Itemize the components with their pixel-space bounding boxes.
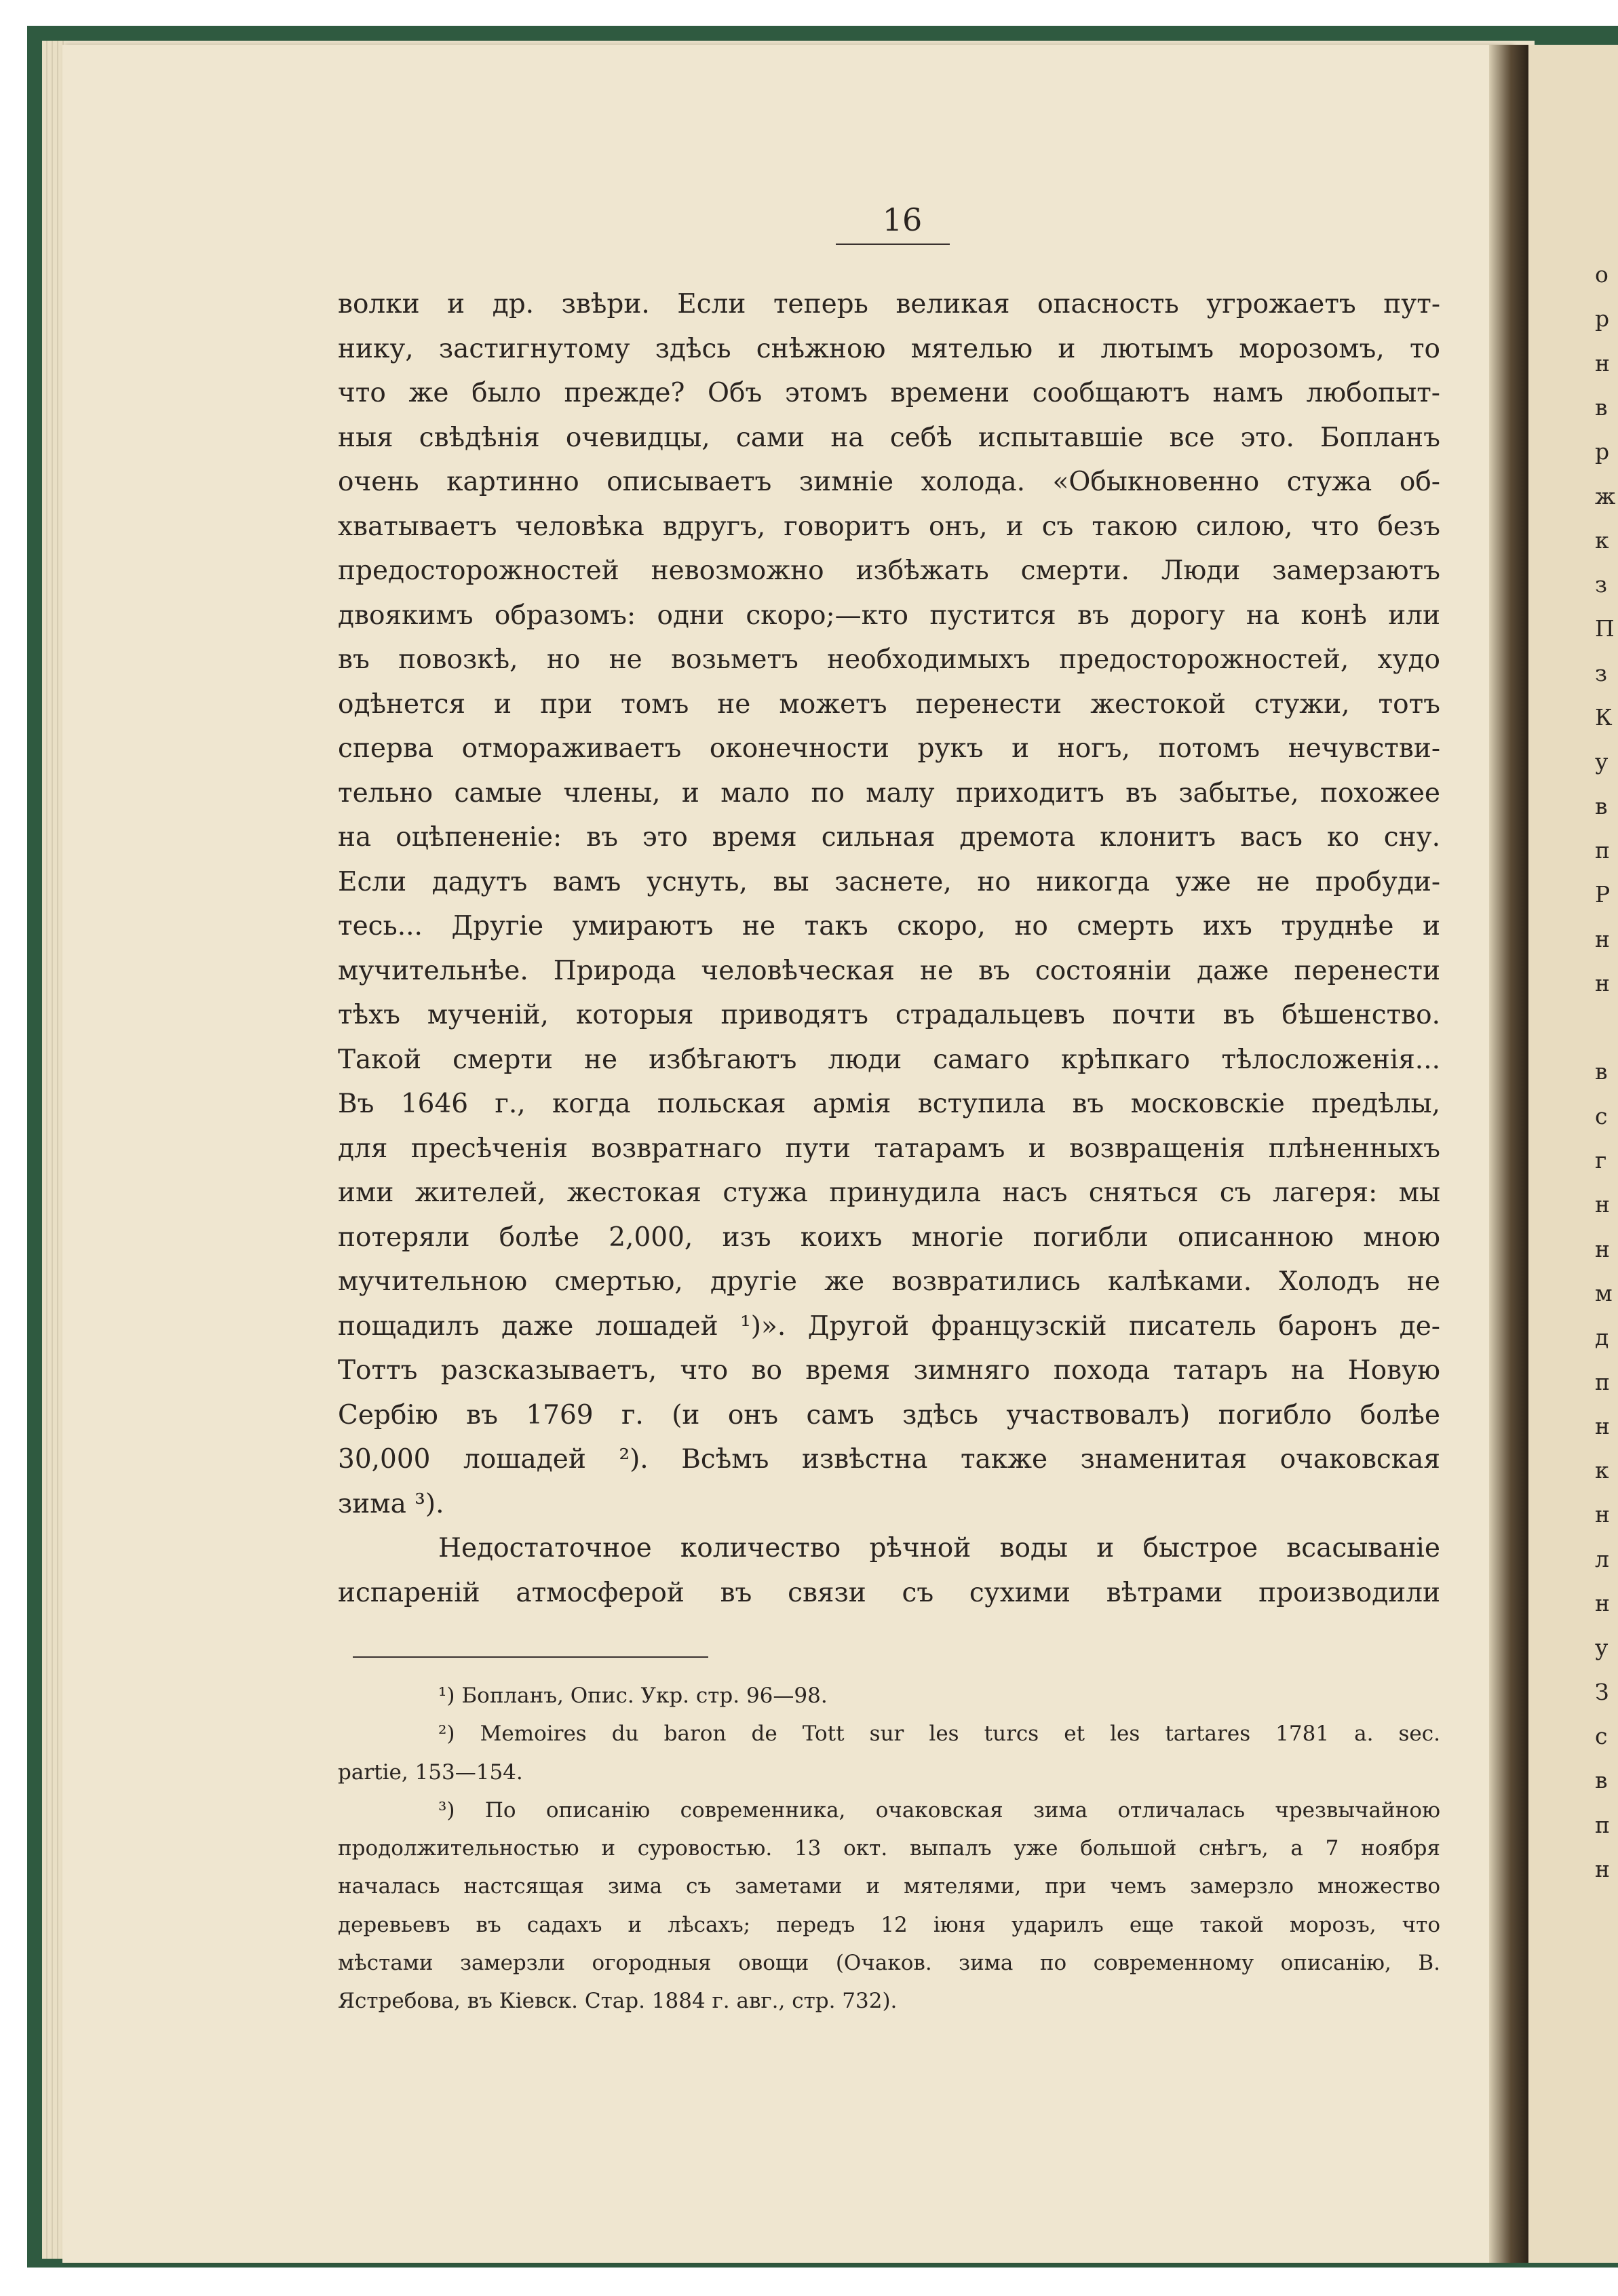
facing-page-letter: Р xyxy=(1595,881,1611,908)
body-line: потеряли болѣе 2,000, изъ коихъ многіе погибли описанною мною xyxy=(338,1222,1440,1253)
body-line: предосторожностей невозможно избѣжать смерти. Люди замерзаютъ xyxy=(338,556,1440,586)
body-line: сперва отмораживаетъ оконечности рукъ и ногъ, потомъ нечувстви- xyxy=(338,733,1440,764)
footnote-line: ²) Memoires du baron de Tott sur les turcs et les tartares 1781 a. sec. xyxy=(438,1721,1440,1747)
facing-page-letter: в xyxy=(1595,393,1608,421)
body-line: испареній атмосферой въ связи съ сухими вѣтрами производили xyxy=(338,1577,1440,1608)
facing-page-letter: з xyxy=(1595,571,1607,598)
facing-page-letter: у xyxy=(1595,748,1609,775)
body-line: ныя свѣдѣнія очевидцы, сами на себѣ испытавшіе все это. Бопланъ xyxy=(338,422,1440,453)
footnote-line: Ястребова, въ Кіевск. Стар. 1884 г. авг., стр. 732). xyxy=(338,1989,898,2014)
facing-page-letter: н xyxy=(1595,925,1610,952)
facing-page-letter: К xyxy=(1595,704,1613,731)
facing-page-letter: в xyxy=(1595,1058,1608,1085)
facing-page-letter: к xyxy=(1595,1457,1609,1484)
facing-page-letter: н xyxy=(1595,1412,1610,1439)
facing-page-letter: р xyxy=(1595,438,1610,465)
footnote-line: продолжительностью и суровостью. 13 окт. выпалъ уже большой снѣгъ, а 7 ноября xyxy=(338,1836,1440,1861)
body-line: одѣнется и при томъ не можетъ перенести жестокой стужи, тотъ xyxy=(338,688,1440,720)
facing-page-letter: г xyxy=(1595,1147,1607,1173)
facing-page-letter: р xyxy=(1595,305,1610,332)
body-line: на оцѣпененіе: въ это время сильная дремота клонитъ васъ ко сну. xyxy=(338,822,1440,853)
body-line: для пресѣченія возвратнаго пути татарамъ и возвращенія плѣненныхъ xyxy=(338,1133,1440,1164)
facing-page-letter: л xyxy=(1595,1545,1609,1572)
facing-page-letter: к xyxy=(1595,526,1609,553)
footnote-line: partie, 153—154. xyxy=(338,1759,523,1785)
facing-page-letter: н xyxy=(1595,1501,1610,1528)
facing-page-letter: п xyxy=(1595,1811,1610,1838)
facing-page-letter: З xyxy=(1595,1678,1609,1705)
body-line: ими жителей, жестокая стужа принудила насъ сняться съ лагеря: мы xyxy=(338,1178,1440,1208)
body-line: нику, застигнутому здѣсь снѣжною мятелью и лютымъ морозомъ, то xyxy=(338,333,1440,364)
body-line: Тоттъ разсказываетъ, что во время зимняго похода татаръ на Новую xyxy=(338,1355,1440,1386)
facing-page-letter: о xyxy=(1595,261,1609,288)
body-line: мучительною смертью, другіе же возвратились калѣками. Холодъ не xyxy=(338,1266,1440,1297)
footnote-line: началась настсящая зима съ заметами и мятелями, при чемъ замерзло множество xyxy=(338,1874,1440,1899)
body-line: Сербію въ 1769 г. (и онъ самъ здѣсь участвовалъ) погибло болѣе xyxy=(338,1399,1440,1431)
facing-page-letter: д xyxy=(1595,1324,1609,1351)
facing-page-letter: с xyxy=(1595,1102,1608,1129)
body-line: пощадилъ даже лошадей ¹)». Другой французскій писатель баронъ де- xyxy=(338,1310,1440,1342)
body-line: тельно самые члены, и мало по малу приходитъ въ забытье, похожее xyxy=(338,777,1440,809)
facing-page-letter: м xyxy=(1595,1279,1613,1306)
body-line: Въ 1646 г., когда польская армія вступила въ московскіе предѣлы, xyxy=(338,1089,1440,1119)
footnote-line: ³) По описанію современника, очаковская зима отличалась чрезвычайною xyxy=(438,1797,1440,1823)
body-line: волки и др. звѣри. Если теперь великая опасность угрожаетъ пут- xyxy=(338,289,1440,319)
facing-page-letter: п xyxy=(1595,836,1610,863)
facing-page-letter: с xyxy=(1595,1722,1608,1749)
facing-page-letter: П xyxy=(1595,615,1615,642)
footnote-rule xyxy=(353,1656,708,1658)
footnote-line: мѣстами замерзли огородныя овощи (Очаков. зима по современному описанію, В. xyxy=(338,1951,1440,1976)
facing-page-letter: в xyxy=(1595,1767,1608,1794)
facing-page-fragment xyxy=(1528,45,1618,2263)
facing-page-letter: н xyxy=(1595,1191,1610,1218)
body-line: тесь... Другіе умираютъ не такъ скоро, но смерть ихъ труднѣе и xyxy=(338,911,1440,941)
footnote-line: ¹) Бопланъ, Опис. Укр. стр. 96—98. xyxy=(438,1684,828,1708)
page-number: 16 xyxy=(882,201,923,238)
body-line: зима ³). xyxy=(338,1488,444,1519)
body-line: хватываетъ человѣка вдругъ, говоритъ онъ, и съ такою силою, что безъ xyxy=(338,511,1440,542)
footnote-line: деревьевъ въ садахъ и лѣсахъ; передъ 12 іюня ударилъ еще такой морозъ, что xyxy=(338,1912,1440,1937)
facing-page-letter: н xyxy=(1595,1590,1610,1616)
body-line: тѣхъ мученій, которыя приводятъ страдальцевъ почти въ бѣшенство. xyxy=(338,1000,1440,1030)
facing-page-letter: н xyxy=(1595,1855,1610,1882)
body-line: что же было прежде? Объ этомъ времени сообщаютъ намъ любопыт- xyxy=(338,378,1440,408)
body-line: въ повозкѣ, но не возьметъ необходимыхъ предосторожностей, худо xyxy=(338,644,1440,675)
facing-page-letter: у xyxy=(1595,1634,1609,1661)
facing-page-letter: ж xyxy=(1595,482,1616,509)
page-edge-stripes xyxy=(42,41,64,2259)
footnotes xyxy=(338,1677,1440,2021)
body-line: двоякимъ образомъ: одни скоро;—кто пустится въ дорогу на конѣ или xyxy=(338,600,1440,631)
body-text xyxy=(338,282,1440,1615)
book-gutter xyxy=(1489,45,1528,2263)
facing-page-letter: п xyxy=(1595,1368,1610,1395)
page-number-rule xyxy=(836,244,950,245)
body-line: Недостаточное количество рѣчной воды и быстрое всасываніе xyxy=(438,1533,1440,1563)
body-line: 30,000 лошадей ²). Всѣмъ извѣстна также знаменитая очаковская xyxy=(338,1444,1440,1475)
facing-page-letter: н xyxy=(1595,1235,1610,1262)
facing-page-letter: з xyxy=(1595,659,1607,686)
facing-page-letter: н xyxy=(1595,969,1610,996)
facing-page-letter: в xyxy=(1595,792,1608,819)
body-line: Если дадутъ вамъ уснуть, вы заснете, но никогда уже не пробуди- xyxy=(338,866,1440,897)
body-line: мучительнѣе. Природа человѣческая не въ состояніи даже перенести xyxy=(338,955,1440,986)
body-line: Такой смерти не избѣгаютъ люди самаго крѣпкаго тѣлосложенія... xyxy=(338,1044,1440,1075)
facing-page-letter: н xyxy=(1595,349,1610,376)
body-line: очень картинно описываетъ зимніе холода. «Обыкновенно стужа об- xyxy=(338,467,1440,497)
